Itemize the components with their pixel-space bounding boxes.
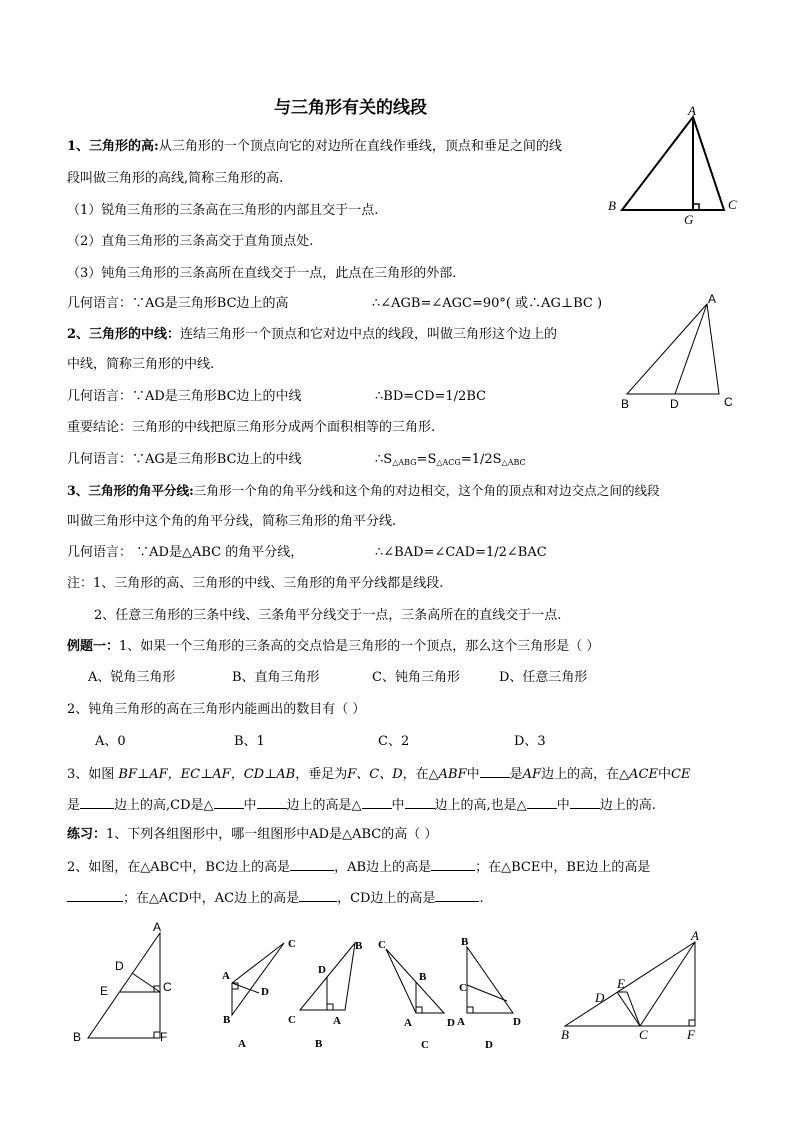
svg-text:D: D	[447, 1017, 455, 1029]
example-q3-line1: 3、如图 BF⊥AF，EC⊥AF，CD⊥AB，垂足为F、C、D，在△ABF中 是AF边上的高，在△ACE中CE	[67, 767, 691, 782]
segment-ad	[467, 985, 507, 1001]
triangle-abf	[565, 942, 695, 1026]
svg-text:A: A	[222, 970, 230, 982]
page-title: 与三角形有关的线段	[274, 98, 427, 118]
svg-text:D: D	[513, 1016, 521, 1028]
label-b: B	[621, 397, 630, 411]
altitude-definition-line2: 段叫做三角形的高线,简称三角形的高.	[67, 171, 284, 186]
practice-p2-line1: 2、如图，在△ABC中，BC边上的高是 ，AB边上的高是 ；在△BCE中，BE边上的高是	[67, 860, 651, 875]
label-c: C	[728, 197, 737, 212]
answer-blank[interactable]	[257, 796, 287, 809]
label-c: C	[163, 980, 172, 994]
svg-text:A: A	[457, 1016, 465, 1028]
median-definition-line2: 中线，简称三角形的中线.	[67, 357, 215, 372]
q1-option-c: C、钝角三角形	[372, 670, 460, 685]
option-figure-d	[455, 935, 540, 1050]
q1-option-a: A、锐角三角形	[88, 670, 176, 685]
figure-practice-2	[555, 930, 715, 1045]
option-label-a: A	[238, 1038, 246, 1050]
option-figure-c	[374, 935, 459, 1050]
svg-text:C: C	[459, 982, 467, 994]
triangle	[467, 947, 513, 1013]
q2-option-c: C、2	[378, 734, 410, 749]
svg-text:C: C	[288, 938, 296, 950]
example-q1: 例题一：1、如果一个三角形的三条高的交点恰是三角形的一个顶点，那么这个三角形是（ ）	[67, 639, 600, 654]
option-label-b: B	[315, 1038, 323, 1050]
svg-text:A: A	[404, 1017, 412, 1029]
right-angle-mark	[689, 1020, 695, 1026]
bisector-definition-text: 三角形一个角的角平分线和这个角的对边相交，这个角的顶点和对边交点之间的线段	[193, 483, 660, 498]
svg-text:F: F	[687, 1027, 695, 1042]
label-b: B	[73, 1030, 82, 1044]
label-a: A	[688, 103, 696, 118]
label-d: D	[115, 959, 124, 973]
label-c: C	[724, 395, 733, 409]
svg-text:C: C	[378, 939, 386, 951]
q2-option-b: B、1	[234, 734, 265, 749]
answer-blank[interactable]	[431, 858, 475, 871]
svg-text:B: B	[223, 1014, 231, 1026]
svg-text:D: D	[318, 964, 326, 976]
bisector-heading: 3、三角形的角平分线:	[67, 483, 194, 498]
median-geometry-given: 几何语言：∵AD是三角形BC边上的中线	[67, 389, 302, 404]
answer-blank[interactable]	[80, 796, 114, 809]
altitude-item-obtuse: （3）钝角三角形的三条高所在直线交于一点，此点在三角形的外部.	[67, 266, 457, 281]
bisector-definition-line1	[67, 483, 660, 499]
median-conclusion: 重要结论：三角形的中线把原三角形分成两个面积相等的三角形.	[67, 420, 436, 435]
label-a: A	[708, 292, 717, 306]
segment-ac	[640, 942, 695, 1026]
triangle-abc	[627, 304, 719, 394]
practice-p1: 练习：1、下列各组图形中，哪一组图形中AD是△ABC的高（ ）	[67, 827, 438, 842]
answer-blank[interactable]	[214, 796, 244, 809]
figure-median-triangle	[615, 290, 745, 415]
altitude-geometry-conclusion: ∴∠AGB=∠AGC=90°( 或∴AG⊥BC )	[372, 296, 603, 311]
median-ad	[675, 304, 707, 394]
q2-option-d: D、3	[514, 734, 546, 749]
median-area-given: 几何语言：∵AG是三角形BC边上的中线	[67, 452, 302, 467]
right-angle-mark	[416, 1007, 422, 1013]
svg-text:B: B	[561, 1027, 569, 1042]
svg-text:B: B	[419, 971, 427, 983]
segment-dc	[132, 973, 160, 992]
note-2: 2、任意三角形的三条中线、三条角平分线交于一点，三条高所在的直线交于一点.	[94, 608, 562, 623]
svg-text:A: A	[333, 1015, 341, 1027]
option-label-c: C	[421, 1039, 429, 1051]
svg-text:C: C	[288, 1014, 296, 1026]
answer-blank[interactable]	[290, 858, 334, 871]
svg-text:D: D	[261, 986, 269, 998]
figure-altitude-triangle	[600, 100, 750, 230]
note-1: 注：1、三角形的高、三角形的中线、三角形的角平分线都是线段.	[67, 576, 444, 591]
triangle-abf	[88, 933, 160, 1038]
median-area-conclusion: $\therefore S_{\triangle ABG}=S_{\triangle ACG}=1/2S_{\triangle ABC}$	[375, 452, 526, 467]
altitude-item-acute: （1）锐角三角形的三条高在三角形的内部且交于一点.	[67, 203, 379, 218]
median-heading: 2、三角形的中线：	[67, 327, 181, 342]
answer-blank[interactable]	[480, 765, 510, 778]
svg-text:B: B	[355, 940, 363, 952]
answer-blank[interactable]	[362, 796, 392, 809]
answer-blank[interactable]	[435, 889, 479, 902]
q1-option-b: B、直角三角形	[232, 670, 320, 685]
answer-blank[interactable]	[570, 796, 600, 809]
altitude-item-right: （2）直角三角形的三条高交于直角顶点处.	[67, 234, 314, 249]
label-g: G	[684, 212, 694, 227]
median-geometry-conclusion: ∴BD=CD=1/2BC	[375, 389, 487, 404]
example-label: 例题一：	[67, 639, 120, 654]
example-q2: 2、钝角三角形的高在三角形内能画出的数目有（ ）	[67, 702, 366, 717]
answer-blank[interactable]	[527, 796, 557, 809]
right-angle-mark	[467, 1007, 473, 1013]
altitude-geometry-given: 几何语言：∵AG是三角形BC边上的高	[67, 296, 289, 311]
triangle	[386, 949, 444, 1013]
svg-text:D: D	[595, 990, 605, 1005]
practice-p2-line2: ；在△ACD中，AC边上的高是 ，CD边上的高是 .	[67, 889, 484, 907]
svg-text:E: E	[617, 976, 625, 991]
option-figure-b	[285, 935, 370, 1050]
example-q3-line2: 是 边上的高,CD是△ 中 边上的高是△ 中 边上的高,也是△ 中 边上的高.	[67, 798, 656, 813]
altitude-heading: 1、三角形的高:	[67, 139, 159, 154]
median-definition-line1	[67, 327, 557, 343]
answer-blank[interactable]	[405, 796, 435, 809]
label-d: D	[670, 397, 679, 411]
practice-label: 练习：	[67, 827, 107, 842]
right-angle-mark	[327, 1004, 333, 1010]
figure-practice-triangle	[65, 915, 185, 1050]
triangle	[232, 943, 284, 1015]
bisector-definition-line2: 叫做三角形中这个角的角平分线，简称三角形的角平分线.	[67, 514, 397, 529]
q1-option-d: D、任意三角形	[499, 670, 588, 685]
answer-blank[interactable]	[299, 889, 337, 902]
option-label-d: D	[485, 1039, 493, 1051]
bisector-geometry-given: 几何语言： ∵AD是△ABC 的角平分线，	[67, 545, 304, 560]
segment-ad	[232, 983, 259, 993]
label-b: B	[608, 198, 616, 213]
label-e: E	[100, 984, 109, 998]
answer-blank[interactable]	[67, 889, 123, 902]
altitude-definition-line1	[67, 139, 562, 155]
altitude-definition-text: 从三角形的一个顶点向它的对边所在直线作垂线，顶点和垂足之间的线	[158, 139, 562, 154]
q2-option-a: A、0	[95, 734, 126, 749]
median-definition-text: 连结三角形一个顶点和它对边中点的线段，叫做三角形这个边上的	[180, 327, 558, 342]
triangle-abc	[622, 117, 724, 210]
label-a: A	[153, 920, 162, 934]
bisector-geometry-conclusion: ∴∠BAD=∠CAD=1/2∠BAC	[375, 545, 547, 560]
svg-text:A: A	[691, 928, 699, 943]
label-f: F	[160, 1030, 168, 1044]
svg-text:C: C	[639, 1027, 648, 1042]
svg-text:B: B	[461, 936, 469, 948]
